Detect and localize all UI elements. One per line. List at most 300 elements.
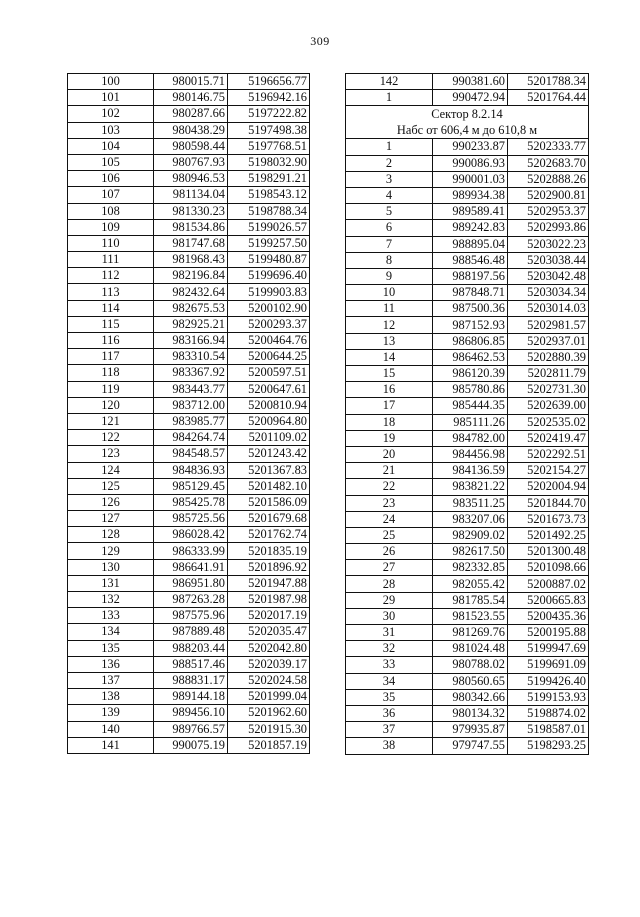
- point-number-cell: 35: [346, 689, 433, 705]
- point-number-cell: 123: [68, 446, 154, 462]
- y-coordinate-cell: 5196656.77: [228, 74, 310, 90]
- y-coordinate-cell: 5202333.77: [508, 139, 589, 155]
- y-coordinate-cell: 5201492.25: [508, 527, 589, 543]
- point-number-cell: 34: [346, 673, 433, 689]
- table-row: [68, 575, 310, 591]
- point-number-cell: 133: [68, 608, 154, 624]
- x-coordinate-cell: 986028.42: [154, 527, 228, 543]
- point-number-cell: 27: [346, 560, 433, 576]
- x-coordinate-cell: 984836.93: [154, 462, 228, 478]
- point-number-cell: 5: [346, 204, 433, 220]
- y-coordinate-cell: 5201896.92: [228, 559, 310, 575]
- table-row: [68, 672, 310, 688]
- x-coordinate-cell: 981747.68: [154, 235, 228, 251]
- y-coordinate-cell: 5202292.51: [508, 446, 589, 462]
- table-row: [68, 300, 310, 316]
- y-coordinate-cell: 5199903.83: [228, 284, 310, 300]
- table-row: [346, 349, 589, 365]
- table-row: [346, 705, 589, 721]
- table-row: [68, 203, 310, 219]
- point-number-cell: 103: [68, 122, 154, 138]
- table-row: [346, 236, 589, 252]
- point-number-cell: 19: [346, 430, 433, 446]
- x-coordinate-cell: 982675.53: [154, 300, 228, 316]
- x-coordinate-cell: 987500.36: [433, 301, 508, 317]
- y-coordinate-cell: 5202953.37: [508, 204, 589, 220]
- x-coordinate-cell: 985129.45: [154, 478, 228, 494]
- point-number-cell: 24: [346, 511, 433, 527]
- point-number-cell: 117: [68, 349, 154, 365]
- y-coordinate-cell: 5198293.25: [508, 738, 589, 754]
- table-row: [346, 560, 589, 576]
- point-number-cell: 1: [346, 139, 433, 155]
- point-number-cell: 36: [346, 705, 433, 721]
- y-coordinate-cell: 5200597.51: [228, 365, 310, 381]
- y-coordinate-cell: 5202154.27: [508, 463, 589, 479]
- table-row: [346, 673, 589, 689]
- point-number-cell: 31: [346, 625, 433, 641]
- point-number-cell: 29: [346, 592, 433, 608]
- x-coordinate-cell: 979747.55: [433, 738, 508, 754]
- y-coordinate-cell: 5199480.87: [228, 252, 310, 268]
- y-coordinate-cell: 5202993.86: [508, 220, 589, 236]
- y-coordinate-cell: 5202024.58: [228, 672, 310, 688]
- y-coordinate-cell: 5199257.50: [228, 235, 310, 251]
- table-row: [346, 544, 589, 560]
- point-number-cell: 102: [68, 106, 154, 122]
- point-number-cell: 125: [68, 478, 154, 494]
- y-coordinate-cell: 5200195.88: [508, 625, 589, 641]
- y-coordinate-cell: 5201098.66: [508, 560, 589, 576]
- table-row: [346, 511, 589, 527]
- point-number-cell: 10: [346, 285, 433, 301]
- point-number-cell: 25: [346, 527, 433, 543]
- y-coordinate-cell: 5202004.94: [508, 479, 589, 495]
- y-coordinate-cell: 5198788.34: [228, 203, 310, 219]
- y-coordinate-cell: 5201999.04: [228, 689, 310, 705]
- point-number-cell: 112: [68, 268, 154, 284]
- table-row: [68, 219, 310, 235]
- table-row: [346, 414, 589, 430]
- table-row: [68, 462, 310, 478]
- point-number-cell: 110: [68, 235, 154, 251]
- y-coordinate-cell: 5200435.36: [508, 608, 589, 624]
- point-number-cell: 14: [346, 349, 433, 365]
- point-number-cell: 139: [68, 705, 154, 721]
- point-number-cell: 128: [68, 527, 154, 543]
- x-coordinate-cell: 989144.18: [154, 689, 228, 705]
- x-coordinate-cell: 985111.26: [433, 414, 508, 430]
- y-coordinate-cell: 5200810.94: [228, 397, 310, 413]
- table-row: [346, 657, 589, 673]
- table-row: [68, 106, 310, 122]
- x-coordinate-cell: 988546.48: [433, 252, 508, 268]
- table-row: [68, 446, 310, 462]
- point-number-cell: 111: [68, 252, 154, 268]
- y-coordinate-cell: 5199696.40: [228, 268, 310, 284]
- x-coordinate-cell: 990381.60: [433, 74, 508, 90]
- section-header-row: [346, 106, 589, 139]
- table-row: [346, 398, 589, 414]
- table-row: [346, 722, 589, 738]
- y-coordinate-cell: 5200102.90: [228, 300, 310, 316]
- x-coordinate-cell: 983985.77: [154, 413, 228, 429]
- table-row: [68, 478, 310, 494]
- x-coordinate-cell: 982196.84: [154, 268, 228, 284]
- x-coordinate-cell: 990075.19: [154, 737, 228, 753]
- x-coordinate-cell: 980788.02: [433, 657, 508, 673]
- point-number-cell: 124: [68, 462, 154, 478]
- point-number-cell: 121: [68, 413, 154, 429]
- table-row: [68, 413, 310, 429]
- point-number-cell: 20: [346, 446, 433, 462]
- point-number-cell: 26: [346, 544, 433, 560]
- x-coordinate-cell: 980560.65: [433, 673, 508, 689]
- point-number-cell: 138: [68, 689, 154, 705]
- point-number-cell: 126: [68, 494, 154, 510]
- table-row: [68, 90, 310, 106]
- y-coordinate-cell: 5198874.02: [508, 705, 589, 721]
- y-coordinate-cell: 5200647.61: [228, 381, 310, 397]
- x-coordinate-cell: 989766.57: [154, 721, 228, 737]
- table-row: [346, 90, 589, 106]
- x-coordinate-cell: 988831.17: [154, 672, 228, 688]
- table-row: [346, 608, 589, 624]
- point-number-cell: 136: [68, 656, 154, 672]
- point-number-cell: 130: [68, 559, 154, 575]
- x-coordinate-cell: 979935.87: [433, 722, 508, 738]
- x-coordinate-cell: 988895.04: [433, 236, 508, 252]
- y-coordinate-cell: 5200293.37: [228, 316, 310, 332]
- point-number-cell: 113: [68, 284, 154, 300]
- x-coordinate-cell: 990472.94: [433, 90, 508, 106]
- page-number: 309: [310, 34, 330, 48]
- x-coordinate-cell: 983511.25: [433, 495, 508, 511]
- x-coordinate-cell: 986333.99: [154, 543, 228, 559]
- y-coordinate-cell: 5202017.19: [228, 608, 310, 624]
- table-row: [346, 382, 589, 398]
- point-number-cell: 13: [346, 333, 433, 349]
- x-coordinate-cell: 981134.04: [154, 187, 228, 203]
- x-coordinate-cell: 987889.48: [154, 624, 228, 640]
- table-row: [68, 559, 310, 575]
- point-number-cell: 105: [68, 154, 154, 170]
- table-row: [68, 171, 310, 187]
- table-row: [346, 285, 589, 301]
- y-coordinate-cell: 5202419.47: [508, 430, 589, 446]
- y-coordinate-cell: 5201857.19: [228, 737, 310, 753]
- point-number-cell: 135: [68, 640, 154, 656]
- table-row: [346, 220, 589, 236]
- point-number-cell: 11: [346, 301, 433, 317]
- table-row: [346, 333, 589, 349]
- y-coordinate-cell: 5201300.48: [508, 544, 589, 560]
- x-coordinate-cell: 990001.03: [433, 171, 508, 187]
- x-coordinate-cell: 988517.46: [154, 656, 228, 672]
- x-coordinate-cell: 980134.32: [433, 705, 508, 721]
- point-number-cell: 17: [346, 398, 433, 414]
- table-row: [68, 511, 310, 527]
- x-coordinate-cell: 981785.54: [433, 592, 508, 608]
- y-coordinate-cell: 5202039.17: [228, 656, 310, 672]
- table-row: [68, 705, 310, 721]
- x-coordinate-cell: 980287.66: [154, 106, 228, 122]
- x-coordinate-cell: 980767.93: [154, 154, 228, 170]
- table-row: [346, 252, 589, 268]
- y-coordinate-cell: 5201586.09: [228, 494, 310, 510]
- y-coordinate-cell: 5201762.74: [228, 527, 310, 543]
- table-row: [68, 235, 310, 251]
- x-coordinate-cell: 985725.56: [154, 511, 228, 527]
- table-row: [68, 689, 310, 705]
- y-coordinate-cell: 5199691.09: [508, 657, 589, 673]
- point-number-cell: 23: [346, 495, 433, 511]
- point-number-cell: 115: [68, 316, 154, 332]
- point-number-cell: 119: [68, 381, 154, 397]
- point-number-cell: 37: [346, 722, 433, 738]
- point-number-cell: 12: [346, 317, 433, 333]
- y-coordinate-cell: 5203034.34: [508, 285, 589, 301]
- x-coordinate-cell: 987575.96: [154, 608, 228, 624]
- point-number-cell: 1: [346, 90, 433, 106]
- table-row: [346, 576, 589, 592]
- y-coordinate-cell: 5201109.02: [228, 430, 310, 446]
- table-row: [68, 494, 310, 510]
- point-number-cell: 28: [346, 576, 433, 592]
- point-number-cell: 116: [68, 333, 154, 349]
- y-coordinate-cell: 5197222.82: [228, 106, 310, 122]
- y-coordinate-cell: 5201915.30: [228, 721, 310, 737]
- y-coordinate-cell: 5201367.83: [228, 462, 310, 478]
- point-number-cell: 2: [346, 155, 433, 171]
- coordinates-table-left: [67, 73, 310, 754]
- table-row: [346, 74, 589, 90]
- y-coordinate-cell: 5203038.44: [508, 252, 589, 268]
- y-coordinate-cell: 5202900.81: [508, 187, 589, 203]
- table-row: [346, 689, 589, 705]
- y-coordinate-cell: 5200644.25: [228, 349, 310, 365]
- x-coordinate-cell: 984548.57: [154, 446, 228, 462]
- coordinates-table-left-body: [68, 74, 310, 754]
- table-row: [346, 495, 589, 511]
- point-number-cell: 101: [68, 90, 154, 106]
- x-coordinate-cell: 980015.71: [154, 74, 228, 90]
- x-coordinate-cell: 990086.93: [433, 155, 508, 171]
- table-row: [346, 171, 589, 187]
- x-coordinate-cell: 981968.43: [154, 252, 228, 268]
- x-coordinate-cell: 982909.02: [433, 527, 508, 543]
- table-row: [346, 155, 589, 171]
- point-number-cell: 104: [68, 138, 154, 154]
- point-number-cell: 109: [68, 219, 154, 235]
- point-number-cell: 8: [346, 252, 433, 268]
- x-coordinate-cell: 982925.21: [154, 316, 228, 332]
- x-coordinate-cell: 989242.83: [433, 220, 508, 236]
- x-coordinate-cell: 985444.35: [433, 398, 508, 414]
- table-row: [346, 317, 589, 333]
- section-title: Сектор 8.2.14: [431, 107, 503, 122]
- x-coordinate-cell: 986462.53: [433, 349, 508, 365]
- x-coordinate-cell: 984136.59: [433, 463, 508, 479]
- point-number-cell: 106: [68, 171, 154, 187]
- point-number-cell: 16: [346, 382, 433, 398]
- y-coordinate-cell: 5201947.88: [228, 575, 310, 591]
- table-row: [68, 381, 310, 397]
- y-coordinate-cell: 5202811.79: [508, 366, 589, 382]
- x-coordinate-cell: 981024.48: [433, 641, 508, 657]
- x-coordinate-cell: 983367.92: [154, 365, 228, 381]
- x-coordinate-cell: 982617.50: [433, 544, 508, 560]
- table-row: [346, 527, 589, 543]
- table-row: [68, 624, 310, 640]
- y-coordinate-cell: 5198543.12: [228, 187, 310, 203]
- y-coordinate-cell: 5202880.39: [508, 349, 589, 365]
- x-coordinate-cell: 980438.29: [154, 122, 228, 138]
- table-row: [68, 430, 310, 446]
- y-coordinate-cell: 5201482.10: [228, 478, 310, 494]
- point-number-cell: 33: [346, 657, 433, 673]
- y-coordinate-cell: 5201844.70: [508, 495, 589, 511]
- x-coordinate-cell: 984782.00: [433, 430, 508, 446]
- table-row: [68, 268, 310, 284]
- table-row: [68, 527, 310, 543]
- point-number-cell: 134: [68, 624, 154, 640]
- table-row: [346, 268, 589, 284]
- x-coordinate-cell: 987263.28: [154, 592, 228, 608]
- table-row: [346, 592, 589, 608]
- y-coordinate-cell: 5202731.30: [508, 382, 589, 398]
- x-coordinate-cell: 981330.23: [154, 203, 228, 219]
- y-coordinate-cell: 5199426.40: [508, 673, 589, 689]
- y-coordinate-cell: 5201243.42: [228, 446, 310, 462]
- table-row: [346, 187, 589, 203]
- point-number-cell: 129: [68, 543, 154, 559]
- table-row: [346, 366, 589, 382]
- x-coordinate-cell: 986641.91: [154, 559, 228, 575]
- point-number-cell: 137: [68, 672, 154, 688]
- table-row: [68, 349, 310, 365]
- y-coordinate-cell: 5202042.80: [228, 640, 310, 656]
- coordinates-table-right-body: [346, 74, 589, 755]
- x-coordinate-cell: 980146.75: [154, 90, 228, 106]
- table-row: [68, 316, 310, 332]
- y-coordinate-cell: 5198291.21: [228, 171, 310, 187]
- x-coordinate-cell: 988197.56: [433, 268, 508, 284]
- x-coordinate-cell: 982332.85: [433, 560, 508, 576]
- y-coordinate-cell: 5199153.93: [508, 689, 589, 705]
- point-number-cell: 32: [346, 641, 433, 657]
- x-coordinate-cell: 985780.86: [433, 382, 508, 398]
- x-coordinate-cell: 989456.10: [154, 705, 228, 721]
- table-row: [346, 738, 589, 754]
- table-row: [68, 592, 310, 608]
- point-number-cell: 107: [68, 187, 154, 203]
- y-coordinate-cell: 5201788.34: [508, 74, 589, 90]
- x-coordinate-cell: 983310.54: [154, 349, 228, 365]
- table-row: [346, 446, 589, 462]
- y-coordinate-cell: 5203022.23: [508, 236, 589, 252]
- point-number-cell: 38: [346, 738, 433, 754]
- y-coordinate-cell: 5199947.69: [508, 641, 589, 657]
- x-coordinate-cell: 983712.00: [154, 397, 228, 413]
- table-row: [346, 641, 589, 657]
- table-row: [68, 252, 310, 268]
- y-coordinate-cell: 5202035.47: [228, 624, 310, 640]
- table-row: [68, 333, 310, 349]
- x-coordinate-cell: 983166.94: [154, 333, 228, 349]
- x-coordinate-cell: 982055.42: [433, 576, 508, 592]
- x-coordinate-cell: 981534.86: [154, 219, 228, 235]
- y-coordinate-cell: 5198587.01: [508, 722, 589, 738]
- y-coordinate-cell: 5203042.48: [508, 268, 589, 284]
- section-header: [346, 106, 589, 139]
- point-number-cell: 100: [68, 74, 154, 90]
- y-coordinate-cell: 5198032.90: [228, 154, 310, 170]
- y-coordinate-cell: 5201673.73: [508, 511, 589, 527]
- point-number-cell: 118: [68, 365, 154, 381]
- y-coordinate-cell: 5200887.02: [508, 576, 589, 592]
- point-number-cell: 30: [346, 608, 433, 624]
- x-coordinate-cell: 986806.85: [433, 333, 508, 349]
- x-coordinate-cell: 986951.80: [154, 575, 228, 591]
- table-row: [346, 463, 589, 479]
- point-number-cell: 142: [346, 74, 433, 90]
- x-coordinate-cell: 987848.71: [433, 285, 508, 301]
- y-coordinate-cell: 5201962.60: [228, 705, 310, 721]
- x-coordinate-cell: 987152.93: [433, 317, 508, 333]
- y-coordinate-cell: 5201679.68: [228, 511, 310, 527]
- y-coordinate-cell: 5201835.19: [228, 543, 310, 559]
- table-row: [68, 365, 310, 381]
- x-coordinate-cell: 984264.74: [154, 430, 228, 446]
- table-row: [346, 625, 589, 641]
- y-coordinate-cell: 5201764.44: [508, 90, 589, 106]
- y-coordinate-cell: 5202535.02: [508, 414, 589, 430]
- section-range: Набс от 606,4 м до 610,8 м: [396, 123, 538, 138]
- x-coordinate-cell: 980598.44: [154, 138, 228, 154]
- point-number-cell: 141: [68, 737, 154, 753]
- x-coordinate-cell: 981523.55: [433, 608, 508, 624]
- x-coordinate-cell: 988203.44: [154, 640, 228, 656]
- y-coordinate-cell: 5202639.00: [508, 398, 589, 414]
- x-coordinate-cell: 989934.38: [433, 187, 508, 203]
- x-coordinate-cell: 985425.78: [154, 494, 228, 510]
- y-coordinate-cell: 5201987.98: [228, 592, 310, 608]
- point-number-cell: 131: [68, 575, 154, 591]
- table-row: [346, 430, 589, 446]
- y-coordinate-cell: 5203014.03: [508, 301, 589, 317]
- table-row: [346, 479, 589, 495]
- x-coordinate-cell: 984456.98: [433, 446, 508, 462]
- table-row: [68, 543, 310, 559]
- x-coordinate-cell: 983821.22: [433, 479, 508, 495]
- point-number-cell: 3: [346, 171, 433, 187]
- y-coordinate-cell: 5202981.57: [508, 317, 589, 333]
- x-coordinate-cell: 982432.64: [154, 284, 228, 300]
- table-row: [68, 721, 310, 737]
- coordinates-table-right: [345, 73, 589, 755]
- x-coordinate-cell: 990233.87: [433, 139, 508, 155]
- point-number-cell: 108: [68, 203, 154, 219]
- point-number-cell: 114: [68, 300, 154, 316]
- point-number-cell: 9: [346, 268, 433, 284]
- point-number-cell: 127: [68, 511, 154, 527]
- table-row: [68, 138, 310, 154]
- table-row: [68, 737, 310, 753]
- table-row: [68, 656, 310, 672]
- point-number-cell: 22: [346, 479, 433, 495]
- x-coordinate-cell: 989589.41: [433, 204, 508, 220]
